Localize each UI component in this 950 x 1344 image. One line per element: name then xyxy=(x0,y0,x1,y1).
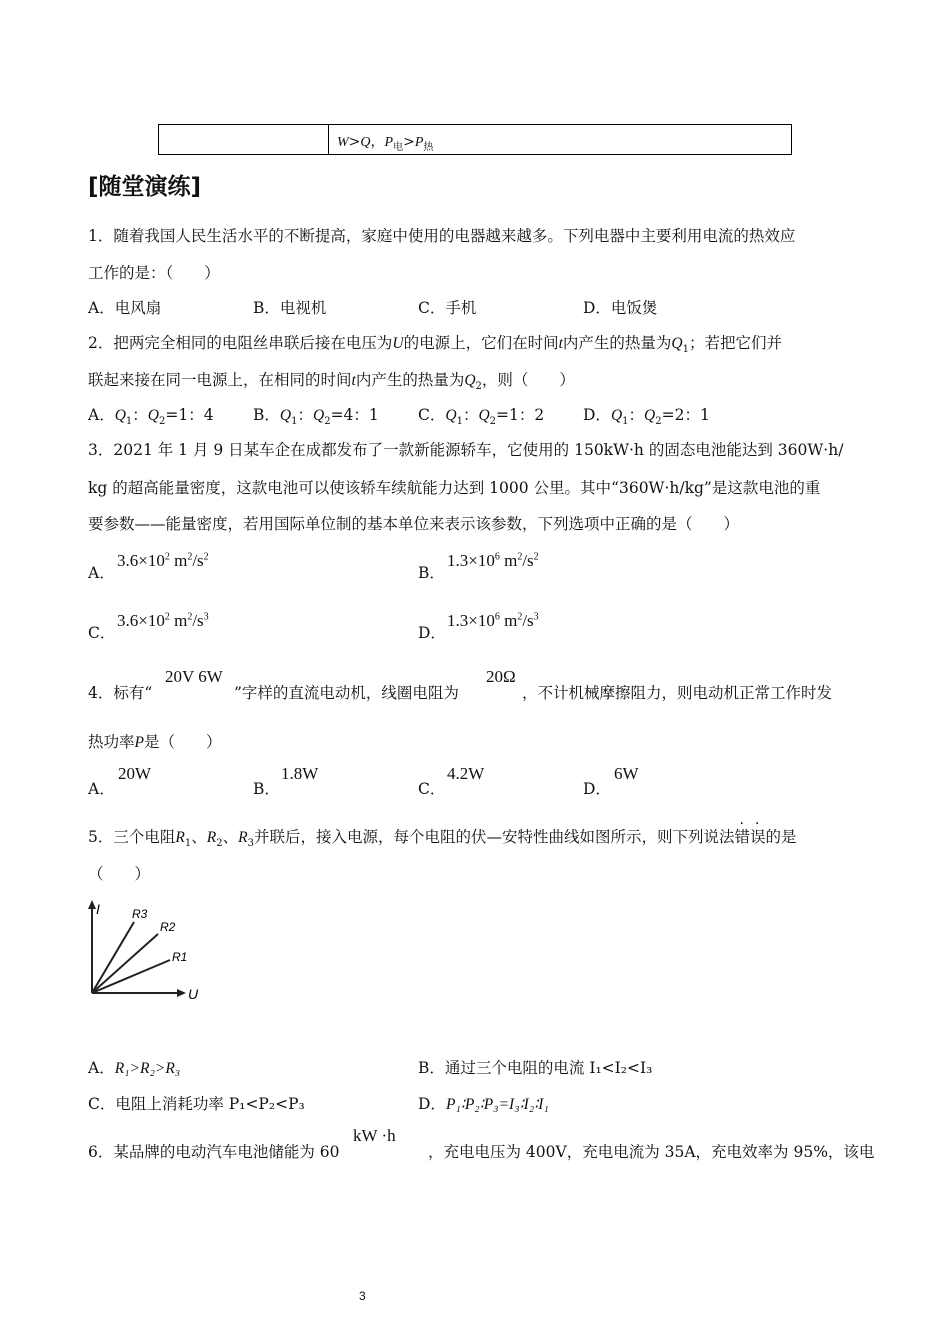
q3-option-a-label: A． xyxy=(88,564,115,582)
q5-option-d: D．P₁∶P₂∶P₃=I₃∶I₂∶I₁ xyxy=(418,1095,549,1113)
q1-option-b: B．电视机 xyxy=(253,299,327,317)
q4-option-c-label: C． xyxy=(418,780,446,798)
q1-option-d: D．电饭煲 xyxy=(583,299,658,317)
q6-unit: kW ·h xyxy=(353,1126,396,1145)
q4-text-part1: 4．标有“ xyxy=(88,684,153,702)
q5-option-c: C．电阻上消耗功率 P₁<P₂<P₃ xyxy=(88,1095,305,1113)
q4-resistance: 20Ω xyxy=(486,667,516,686)
line-r1 xyxy=(92,960,170,993)
q3-option-a-value: $3.6\times 10^2$ $m^2/s^2$ xyxy=(117,551,209,570)
q2-option-c: C．$Q_1$：$Q_2=1$：2 xyxy=(418,406,545,428)
x-axis-arrow xyxy=(177,989,186,997)
q1-option-a: A．电风扇 xyxy=(88,299,162,317)
q4-text-part3: ，不计机械摩擦阻力，则电动机正常工作时发 xyxy=(522,684,833,702)
q4-spec: 20V 6W xyxy=(165,667,223,686)
y-axis-label: I xyxy=(96,901,100,917)
q6-text-part1: 6．某品牌的电动汽车电池储能为 60 xyxy=(88,1143,340,1161)
label-r1: R1 xyxy=(172,950,188,964)
q1-line2: 工作的是：（ ） xyxy=(88,264,220,282)
q3-line1: 3．2021 年 1 月 9 日某车企在成都发布了一款新能源轿车，它使用的 150kW·h 的固态电池能达到 360W·h/ xyxy=(88,441,844,459)
q4-option-a-value: 20W xyxy=(118,764,152,783)
table-cell-relation: W>Q，$P_电>P_热$ xyxy=(337,134,434,153)
label-r3: R3 xyxy=(132,907,148,921)
q1-option-c: C．手机 xyxy=(418,299,477,317)
q3-option-b-label: B． xyxy=(418,564,445,582)
q3-line3: 要参数——能量密度，若用国际单位制的基本单位来表示该参数，下列选项中正确的是（ ） xyxy=(88,515,740,533)
q4-option-b-label: B． xyxy=(253,780,280,798)
q5-option-a: A．R₁>R₂>R₃ xyxy=(88,1059,181,1077)
q4-option-d-value: 6W xyxy=(614,764,639,783)
q4-option-a-label: A． xyxy=(88,780,115,798)
q2-option-b: B．$Q_1$：$Q_2=4$：1 xyxy=(253,406,379,428)
q5-line1: 5．三个电阻$R_1$、$R_2$、$R_3$并联后，接入电源，每个电阻的伏—安特性曲线如图所示，则下列说法错误的是 xyxy=(88,828,797,850)
q2-option-a: A．$Q_1$：$Q_2=1$：4 xyxy=(88,406,214,428)
q2-line1: 2．把两完全相同的电阻丝串联后接在电压为U的电源上，它们在时间t内产生的热量为$Q_1$；若把它们并 xyxy=(88,334,783,356)
q3-line2: kg 的超高能量密度，这款电池可以使该轿车续航能力达到 1000 公里。其中“360W·h/kg”是这款电池的重 xyxy=(88,479,821,497)
q4-text-part2: ”字样的直流电动机，线圈电阻为 xyxy=(234,684,459,702)
line-r3 xyxy=(92,922,134,993)
q3-option-b-value: $1.3\times 10^6$ $m^2/s^2$ xyxy=(447,551,539,570)
table-divider xyxy=(328,125,329,154)
q4-option-b-value: 1.8W xyxy=(281,764,319,783)
q2-option-d: D．$Q_1$：$Q_2=2$：1 xyxy=(583,406,710,428)
summary-table-row xyxy=(158,124,792,155)
section-title: [随堂演练] xyxy=(88,174,202,200)
q2-line2: 联起来接在同一电源上，在相同的时间t内产生的热量为$Q_2$，则（ ） xyxy=(88,371,575,393)
q1-line1: 1．随着我国人民生活水平的不断提高，家庭中使用的电器越来越多。下列电器中主要利用电流的热效应 xyxy=(88,227,796,245)
y-axis-arrow xyxy=(88,900,96,909)
q4-line2: 热功率P是（ ） xyxy=(88,733,222,751)
label-r2: R2 xyxy=(160,920,176,934)
q3-option-d-label: D． xyxy=(418,624,446,642)
q3-option-d-value: $1.3\times 10^6$ $m^2/s^3$ xyxy=(447,611,539,630)
q4-option-c-value: 4.2W xyxy=(447,764,485,783)
q5-line2: （ ） xyxy=(88,865,151,883)
q3-option-c-label: C． xyxy=(88,624,116,642)
q4-option-d-label: D． xyxy=(583,780,611,798)
q6-text-part2: ，充电电压为 400V，充电电流为 35A，充电效率为 95%，该电 xyxy=(428,1143,875,1161)
iu-characteristic-graph xyxy=(80,898,205,1003)
x-axis-label: U xyxy=(188,986,199,1002)
q3-option-c-value: $3.6\times 10^2$ $m^2/s^3$ xyxy=(117,611,209,630)
line-r2 xyxy=(92,934,158,993)
page-number: 3 xyxy=(359,1289,366,1303)
q5-option-b: B．通过三个电阻的电流 I₁<I₂<I₃ xyxy=(418,1059,653,1077)
